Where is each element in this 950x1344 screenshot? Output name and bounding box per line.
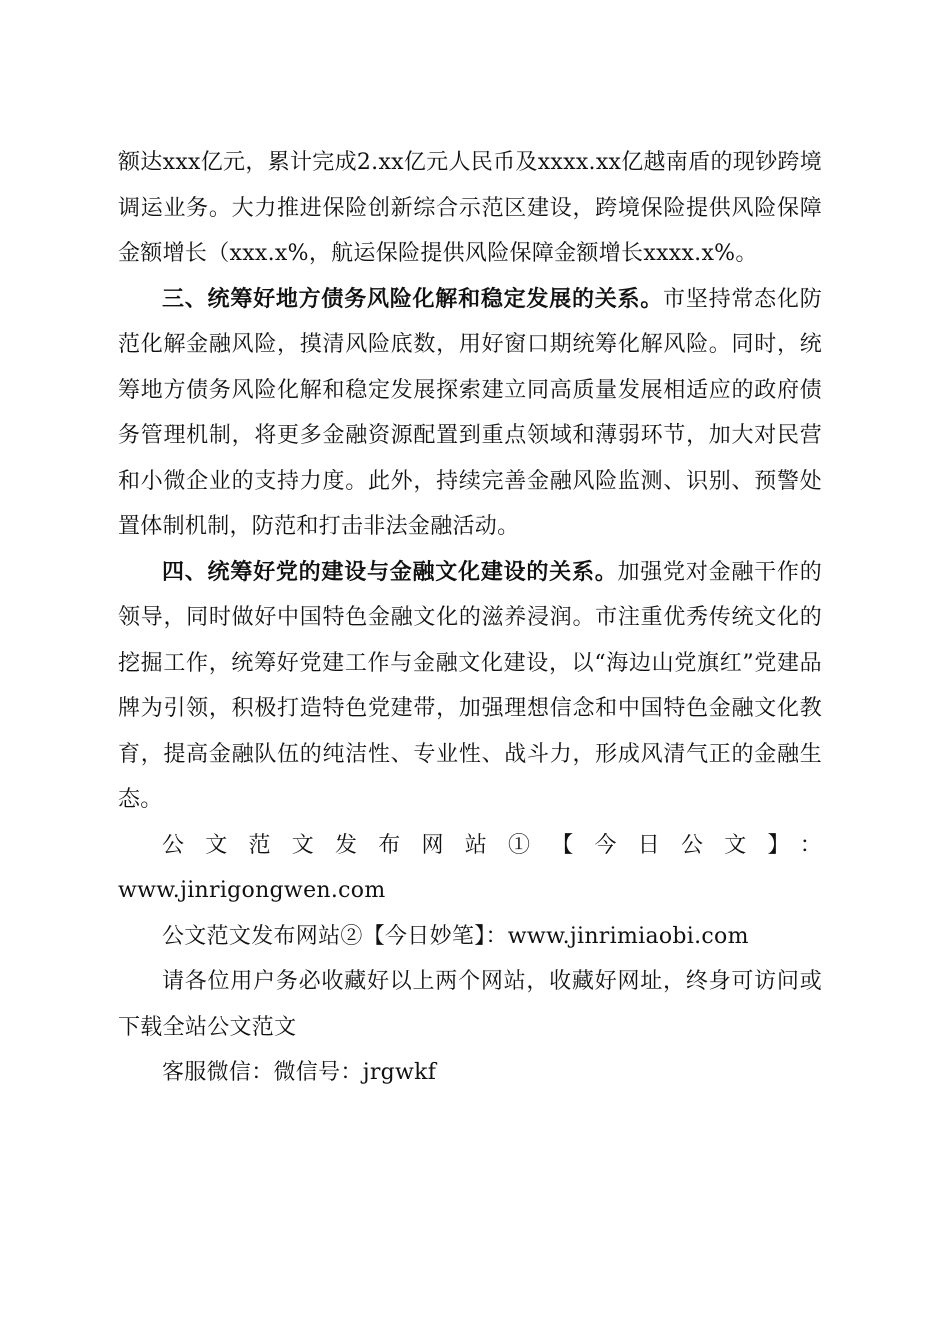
paragraph-text: 加强党对金融干作的领导，同时做好中国特色金融文化的滋养浸润。市注重优秀传统文化的挖掘工作，统筹好党建工作与金融文化建设，以“海边山党旗红”党建品牌为引领，积极打造特色党建带，加强理想信念和中国特色金融文化教育，提高金融队伍的纯洁性、专业性、战斗力，形成风清气正的金融生态。 [118,559,822,812]
footer-notice: 请各位用户务必收藏好以上两个网站，收藏好网址，终身可访问或下载全站公文范文 [118,969,822,1040]
paragraph-continuation [118,140,822,277]
document-body [118,140,822,1096]
section-heading: 四、统筹好党的建设与金融文化建设的关系。 [162,559,618,585]
paragraph-text: 市坚持常态化防范化解金融风险，摸清风险底数，用好窗口期统筹化解风险。同时，统筹地方债务风险化解和稳定发展探索建立同高质量发展相适应的政府债务管理机制，将更多金融资源配置到重点领域和薄弱环节，加大对民营和小微企业的支持力度。此外，持续完善金融风险监测、识别、预警处置体制机制，防范和打击非法金融活动。 [118,286,822,539]
paragraph-section-four [118,550,822,823]
paragraph-text: 额达xxx亿元，累计完成2.xx亿元人民币及xxxx.xx亿越南盾的现钞跨境调运业务。大力推进保险创新综合示范区建设，跨境保险提供风险保障金额增长（xxx.x%，航运保险提供风险保障金额增长xxxx.x%。 [118,150,822,266]
footer-customer-service: 客服微信：微信号：jrgwkf [162,1060,437,1085]
section-heading: 三、统筹好地方债务风险化解和稳定发展的关系。 [162,286,664,312]
footer-site1-url[interactable]: www.jinrigongwen.com [118,878,386,903]
footer-site2[interactable]: 公文范文发布网站②【今日妙笔】：www.jinrimiaobi.com [162,923,749,949]
paragraph-section-three [118,277,822,550]
footer-site1-label: 公文范文发布网站①【今日公文】： [162,832,822,858]
